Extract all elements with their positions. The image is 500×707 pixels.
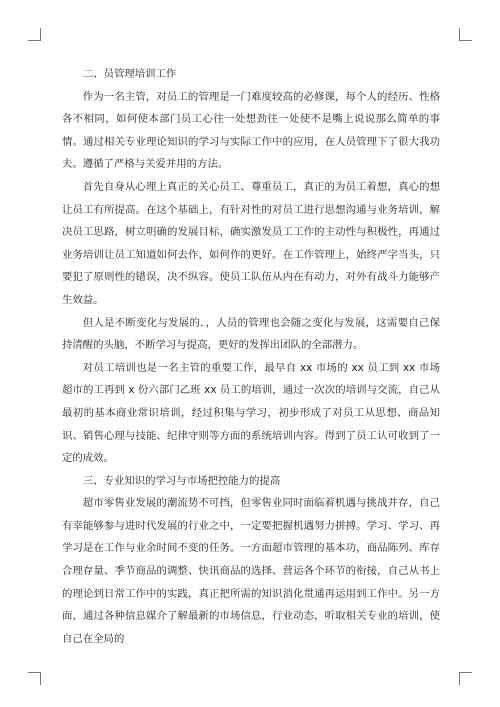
crop-mark-bottom-left xyxy=(28,672,41,685)
paragraph-2: 首先自身从心理上真正的关心员工、尊重员工，真正的为员工着想，真心的想让员工有所提高。在这个基础上，有针对性的对员工进行思想沟通与业务培训，解决员工思路，树立明确的发展目标，确实激发员工工作的主动性与积极性，再通过业务培训让员工知道如何去作，如何作的更好。在工作管理上，始终严字当头，只要犯了原则性的错误，决不纵容。使员工队伍从内在有动力，对外有战斗力能够产生效益。 xyxy=(62,180,440,306)
section-heading-3: 三、专业知识的学习与市场把控能力的提高 xyxy=(82,474,281,487)
paragraph-1: 作为一名主管，对员工的管理是一门难度较高的必修课，每个人的经历、性格各不相同，如何使本部门员工心往一处想劲往一处使不是嘴上说说那么简单的事情。通过相关专业理论知识的学习与实际工作中的应用，在人员管理下了很大我功夫。遵循了严格与关爱并用的方法。 xyxy=(62,90,440,171)
crop-mark-bottom-right xyxy=(459,672,472,685)
paragraph-5: 超市零售业发展的潮流势不可挡，但零售业同时面临着机遇与挑战并存，自己有幸能够参与进时代发展的行业之中，一定要把握机遇努力拼搏。学习、学习、再学习是在工作与业余时间不变的任务。一方面超市管理的基本功，商品陈列、库存合理存量、季节商品的调整、快讯商品的选择、营运各个环节的衔接，自己从书上的理论到日常工作中的实践，真正把所需的知识消化贯通再运用到工作中。另一方面，通过各种信息媒介了解最新的市场信息，行业动态，听取相关专业的培训，使自己在全局的 xyxy=(62,497,440,645)
section-heading-2: 二、员管理培训工作 xyxy=(82,68,177,80)
document-body xyxy=(62,63,440,650)
crop-mark-top-right xyxy=(459,28,472,41)
crop-mark-top-left xyxy=(28,28,41,41)
paragraph-4: 对员工培训也是一名主管的重要工作，最早自 xx 市场的 xx 员工到 xx 市场超市的工再到 x 份六部门乙班 xx 员工的培训，通过一次次的培训与交流，自己从最初的基本商业常识培训，经过积集与学习，初步形成了对员工从思想、商品知识、销售心理与技能、纪律守则等方面的系统培训内容。得到了员工认可收到了一定的成效。 xyxy=(62,361,440,465)
paragraph-3: 但人是不断变化与发展的．，人员的管理也会随之变化与发展，这需要自己保持清醒的头脑，不断学习与提高，更好的发挥出团队的全部潜力。 xyxy=(62,316,440,352)
